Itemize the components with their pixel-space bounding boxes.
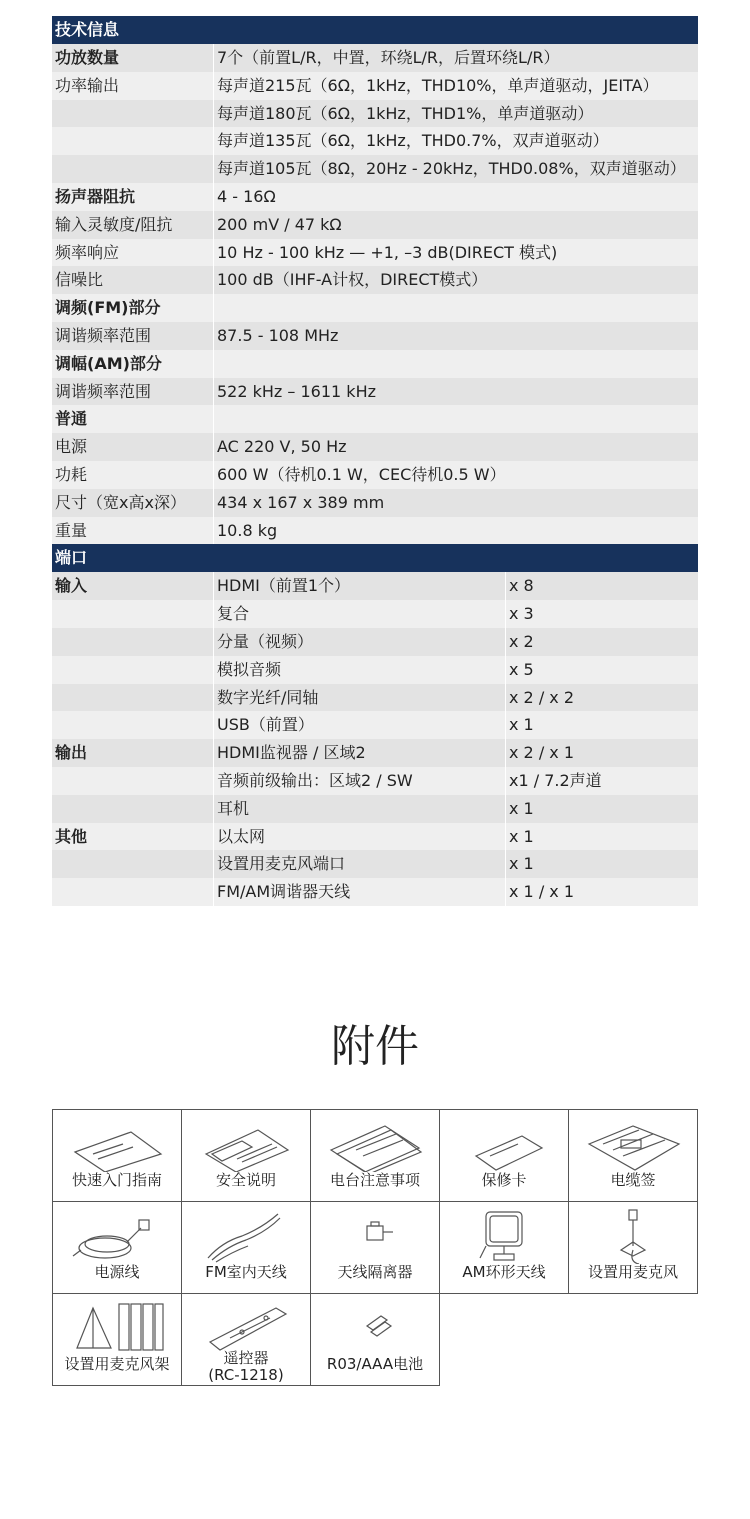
accessory-label xyxy=(182,1350,310,1384)
accessory-item xyxy=(52,1109,182,1202)
port-name: HDMI（前置1个） xyxy=(214,572,505,600)
accessory-label xyxy=(53,1354,181,1374)
spec-label: 调频(FM)部分 xyxy=(52,294,213,322)
spec-label xyxy=(52,100,213,128)
accessory-item xyxy=(52,1201,182,1294)
port-row xyxy=(52,795,698,823)
spec-label xyxy=(52,155,213,183)
spec-table xyxy=(52,16,698,906)
spec-label: 扬声器阻抗 xyxy=(52,183,213,211)
accessory-name: FM室内天线 xyxy=(205,1263,287,1281)
warranty-card-icon xyxy=(440,1114,568,1172)
accessory-name: 电源线 xyxy=(94,1263,140,1281)
port-name: 音频前级输出：区域2 / SW xyxy=(214,767,505,795)
port-name: 分量（视频） xyxy=(214,628,505,656)
port-name: 设置用麦克风端口 xyxy=(214,850,505,878)
accessory-model: (RC-1218) xyxy=(208,1366,284,1384)
accessory-label xyxy=(53,1262,181,1282)
spec-label xyxy=(52,127,213,155)
port-group xyxy=(52,600,213,628)
spec-value: AC 220 V, 50 Hz xyxy=(214,433,698,461)
spec-row xyxy=(52,517,698,545)
port-name: USB（前置） xyxy=(214,711,505,739)
port-name: 耳机 xyxy=(214,795,505,823)
port-row xyxy=(52,656,698,684)
spec-row xyxy=(52,322,698,350)
port-name: 数字光纤/同轴 xyxy=(214,684,505,712)
safety-sheet-icon xyxy=(182,1114,310,1172)
port-group: 输出 xyxy=(52,739,213,767)
spec-value: 87.5 - 108 MHz xyxy=(214,322,698,350)
accessory-label xyxy=(311,1354,439,1374)
spec-label: 调谐频率范围 xyxy=(52,322,213,350)
port-row xyxy=(52,823,698,851)
accessory-label xyxy=(569,1170,697,1190)
spec-row xyxy=(52,183,698,211)
port-count: x1 / 7.2声道 xyxy=(506,767,698,795)
spec-value: 4 - 16Ω xyxy=(214,183,698,211)
spec-row xyxy=(52,266,698,294)
port-group xyxy=(52,711,213,739)
fm-antenna-icon xyxy=(182,1206,310,1264)
spec-row xyxy=(52,405,698,433)
port-group xyxy=(52,656,213,684)
port-count: x 5 xyxy=(506,656,698,684)
spec-value: 600 W（待机0.1 W，CEC待机0.5 W） xyxy=(214,461,698,489)
accessory-name: 电缆签 xyxy=(610,1171,656,1189)
accessory-label xyxy=(440,1262,568,1282)
port-name: HDMI监视器 / 区域2 xyxy=(214,739,505,767)
spec-value: 每声道105瓦（8Ω，20Hz - 20kHz，THD0.08%，双声道驱动） xyxy=(214,155,698,183)
port-row xyxy=(52,878,698,906)
section-title: 端口 xyxy=(55,548,88,568)
accessory-name: 设置用麦克风 xyxy=(587,1263,678,1281)
port-count: x 1 xyxy=(506,850,698,878)
accessory-label xyxy=(182,1170,310,1190)
spec-row xyxy=(52,72,698,100)
spec-label: 调幅(AM)部分 xyxy=(52,350,213,378)
accessory-name: 快速入门指南 xyxy=(71,1171,162,1189)
setup-mic-icon xyxy=(569,1206,697,1264)
power-cord-icon xyxy=(53,1206,181,1264)
port-count: x 2 xyxy=(506,628,698,656)
spec-label: 重量 xyxy=(52,517,213,545)
accessory-name: 电台注意事项 xyxy=(329,1171,420,1189)
port-group xyxy=(52,850,213,878)
port-group: 其他 xyxy=(52,823,213,851)
port-row xyxy=(52,711,698,739)
port-count: x 1 xyxy=(506,823,698,851)
port-count: x 2 / x 2 xyxy=(506,684,698,712)
spec-label: 电源 xyxy=(52,433,213,461)
section-title: 技术信息 xyxy=(55,20,120,39)
port-row xyxy=(52,767,698,795)
spec-value: 434 x 167 x 389 mm xyxy=(214,489,698,517)
section-header-ports xyxy=(52,544,698,572)
spec-row xyxy=(52,127,698,155)
port-name: 模拟音频 xyxy=(214,656,505,684)
accessory-label xyxy=(311,1170,439,1190)
spec-value: 10 Hz - 100 kHz — +1, –3 dB(DIRECT 模式) xyxy=(214,239,698,267)
spec-row xyxy=(52,239,698,267)
port-group xyxy=(52,684,213,712)
spec-row xyxy=(52,294,698,322)
port-name: 以太网 xyxy=(214,823,505,851)
spec-value xyxy=(214,405,698,433)
guide-booklet-icon xyxy=(53,1114,181,1172)
spec-value: 每声道180瓦（6Ω，1kHz，THD1%，单声道驱动） xyxy=(214,100,698,128)
spec-value: 10.8 kg xyxy=(214,517,698,545)
spec-value xyxy=(214,350,698,378)
spec-row xyxy=(52,378,698,406)
port-row xyxy=(52,684,698,712)
remote-control-icon xyxy=(182,1298,310,1356)
accessory-item xyxy=(568,1201,698,1294)
accessory-label xyxy=(311,1262,439,1282)
spec-value xyxy=(214,294,698,322)
spec-row xyxy=(52,211,698,239)
spec-row xyxy=(52,433,698,461)
spec-value: 每声道215瓦（6Ω，1kHz，THD10%，单声道驱动，JEITA） xyxy=(214,72,698,100)
port-count: x 8 xyxy=(506,572,698,600)
accessory-item xyxy=(181,1109,311,1202)
cable-labels-icon xyxy=(569,1114,697,1172)
port-name: FM/AM调谐器天线 xyxy=(214,878,505,906)
accessory-label xyxy=(182,1262,310,1282)
spec-label: 普通 xyxy=(52,405,213,433)
spec-value: 522 kHz – 1611 kHz xyxy=(214,378,698,406)
port-group xyxy=(52,795,213,823)
port-count: x 1 xyxy=(506,795,698,823)
accessory-label xyxy=(53,1170,181,1190)
accessory-name: 安全说明 xyxy=(215,1171,276,1189)
spec-label: 信噪比 xyxy=(52,266,213,294)
port-count: x 3 xyxy=(506,600,698,628)
spec-value: 每声道135瓦（6Ω，1kHz，THD0.7%，双声道驱动） xyxy=(214,127,698,155)
spec-label: 尺寸（宽x高x深） xyxy=(52,489,213,517)
antenna-isolator-icon xyxy=(311,1206,439,1264)
accessory-item xyxy=(439,1109,569,1202)
spec-row xyxy=(52,489,698,517)
accessory-item xyxy=(181,1201,311,1294)
accessories-title: 附件 xyxy=(331,1021,419,1072)
port-row xyxy=(52,850,698,878)
port-row xyxy=(52,600,698,628)
spec-row xyxy=(52,100,698,128)
accessory-item xyxy=(439,1201,569,1294)
port-group xyxy=(52,767,213,795)
spec-row xyxy=(52,44,698,72)
spec-label: 频率响应 xyxy=(52,239,213,267)
accessory-label xyxy=(440,1170,568,1190)
accessory-item xyxy=(181,1293,311,1386)
spec-row xyxy=(52,461,698,489)
spec-value: 200 mV / 47 kΩ xyxy=(214,211,698,239)
port-row xyxy=(52,628,698,656)
accessory-item xyxy=(310,1201,440,1294)
spec-value: 100 dB（IHF-A计权，DIRECT模式） xyxy=(214,266,698,294)
accessory-name: 遥控器 xyxy=(223,1349,269,1367)
accessory-item xyxy=(568,1109,698,1202)
mic-stand-icon xyxy=(53,1298,181,1356)
section-header-tech xyxy=(52,16,698,44)
port-name: 复合 xyxy=(214,600,505,628)
spec-row xyxy=(52,350,698,378)
accessory-name: 保修卡 xyxy=(481,1171,527,1189)
port-group: 输入 xyxy=(52,572,213,600)
port-row xyxy=(52,739,698,767)
batteries-icon xyxy=(311,1298,439,1356)
port-row xyxy=(52,572,698,600)
spec-label: 功耗 xyxy=(52,461,213,489)
accessory-label xyxy=(569,1262,697,1282)
spec-label: 输入灵敏度/阻抗 xyxy=(52,211,213,239)
accessory-item xyxy=(310,1109,440,1202)
spec-value: 7个（前置L/R，中置，环绕L/R，后置环绕L/R） xyxy=(214,44,698,72)
spec-label: 功放数量 xyxy=(52,44,213,72)
port-group xyxy=(52,878,213,906)
port-group xyxy=(52,628,213,656)
accessory-name: 设置用麦克风架 xyxy=(64,1355,170,1373)
spec-row xyxy=(52,155,698,183)
am-loop-antenna-icon xyxy=(440,1206,568,1264)
accessory-item xyxy=(310,1293,440,1386)
spec-label: 功率输出 xyxy=(52,72,213,100)
accessory-item xyxy=(52,1293,182,1386)
port-count: x 1 xyxy=(506,711,698,739)
accessory-name: AM环形天线 xyxy=(462,1263,546,1281)
notice-sheets-icon xyxy=(311,1114,439,1172)
port-count: x 2 / x 1 xyxy=(506,739,698,767)
accessory-name: R03/AAA电池 xyxy=(326,1355,424,1373)
accessory-name: 天线隔离器 xyxy=(337,1263,413,1281)
port-count: x 1 / x 1 xyxy=(506,878,698,906)
spec-label: 调谐频率范围 xyxy=(52,378,213,406)
